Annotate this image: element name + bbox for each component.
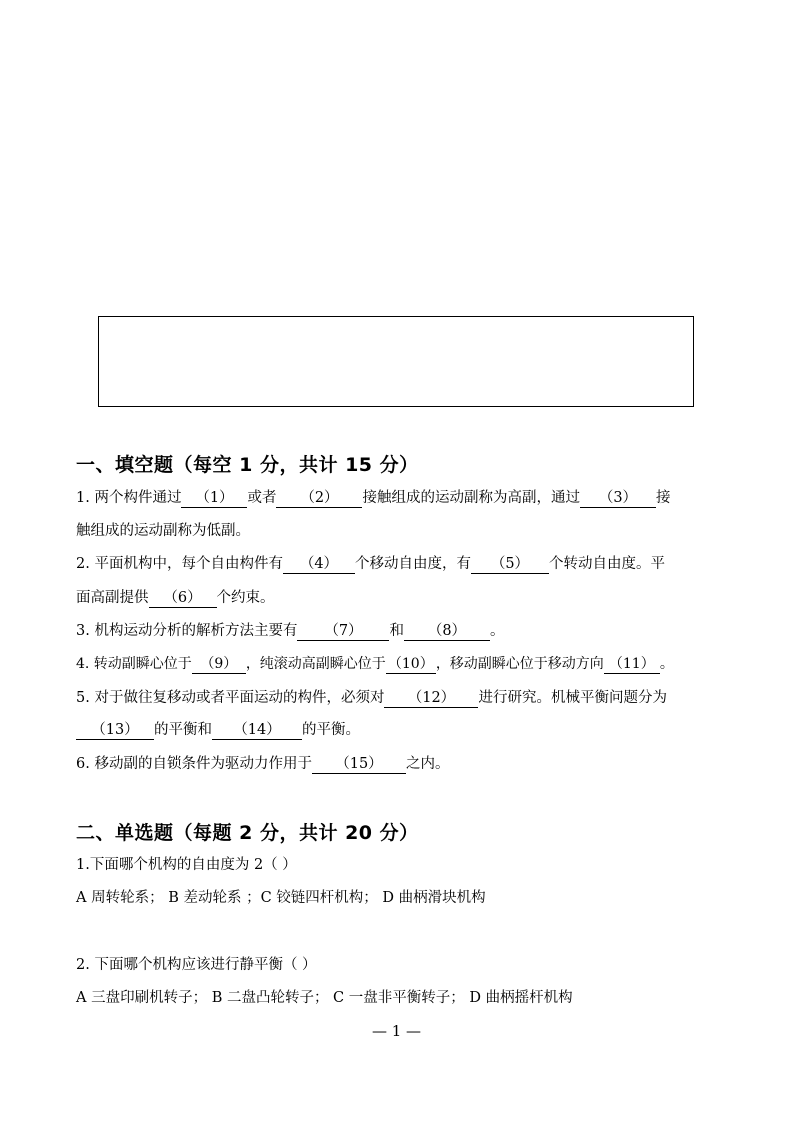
blank-12: （12） bbox=[384, 690, 478, 708]
blank-9: （9） bbox=[192, 656, 246, 674]
mc-question-2-stem: 2. 下面哪个机构应该进行静平衡（ ） bbox=[76, 957, 317, 973]
blank-10: （10） bbox=[386, 656, 436, 674]
blank-4: （4） bbox=[283, 556, 355, 574]
q5-text-4: 的平衡。 bbox=[302, 722, 360, 738]
q4-text-3: ，移动副瞬心位于移动方向 bbox=[435, 656, 604, 672]
q5-text-1: 5. 对于做往复移动或者平面运动的构件，必须对 bbox=[76, 690, 385, 706]
question-5-line-1 bbox=[76, 688, 667, 708]
section1-heading: 一、填空题（每空 1 分，共计 15 分） bbox=[76, 454, 419, 476]
question-2-line-1 bbox=[76, 554, 665, 574]
q3-text-3: 。 bbox=[489, 623, 505, 639]
blank-3: （3） bbox=[580, 490, 656, 508]
q2-text-1: 2. 平面机构中，每个自由构件有 bbox=[76, 556, 283, 572]
page-number: — 1 — bbox=[371, 1022, 422, 1040]
question-6 bbox=[76, 754, 449, 774]
q1-text-4: 接 bbox=[655, 490, 671, 506]
blank-2: （2） bbox=[276, 490, 362, 508]
blank-8: （8） bbox=[404, 623, 490, 641]
q5-text-3: 的平衡和 bbox=[154, 722, 212, 738]
q3-text-1: 3. 机构运动分析的解析方法主要有 bbox=[76, 623, 298, 639]
question-2-line-2 bbox=[76, 588, 275, 608]
mc-question-1-stem: 1.下面哪个机构的自由度为 2（ ） bbox=[76, 857, 297, 873]
blank-13: （13） bbox=[76, 722, 154, 740]
q2-text-3: 个转动自由度。平 bbox=[548, 556, 665, 572]
question-1-line-2: 触组成的运动副称为低副。 bbox=[76, 523, 250, 539]
mc-question-1-options: A 周转轮系； B 差动轮系 ；C 铰链四杆机构； D 曲柄滑块机构 bbox=[76, 890, 486, 906]
q6-text-1: 6. 移动副的自锁条件为驱动力作用于 bbox=[76, 756, 312, 772]
blank-7: （7） bbox=[297, 623, 389, 641]
q1-text-1: 1. 两个构件通过 bbox=[76, 490, 182, 506]
blank-15: （15） bbox=[312, 756, 406, 774]
answer-box bbox=[98, 316, 694, 407]
blank-5: （5） bbox=[471, 556, 549, 574]
q1-text-3: 接触组成的运动副称为高副，通过 bbox=[362, 490, 580, 506]
blank-11: （11） bbox=[604, 656, 660, 674]
blank-1: （1） bbox=[181, 490, 247, 508]
question-5-line-2 bbox=[76, 720, 360, 740]
q4-text-2: ，纯滚动高副瞬心位于 bbox=[245, 656, 386, 672]
question-3 bbox=[76, 621, 504, 641]
blank-6: （6） bbox=[149, 590, 217, 608]
q2-text-5: 个约束。 bbox=[216, 590, 275, 606]
q3-text-2: 和 bbox=[389, 623, 404, 639]
blank-14: （14） bbox=[212, 722, 302, 740]
q6-text-2: 之内。 bbox=[405, 756, 450, 772]
mc-question-2-options: A 三盘印刷机转子； B 二盘凸轮转子； C 一盘非平衡转子； D 曲柄摇杆机构 bbox=[76, 990, 573, 1006]
q4-text-1: 4. 转动副瞬心位于 bbox=[76, 656, 192, 672]
q1-text-2: 或者 bbox=[247, 490, 277, 506]
question-1-line-1 bbox=[76, 488, 670, 508]
q5-text-2: 进行研究。机械平衡问题分为 bbox=[478, 690, 667, 706]
q2-text-4: 面高副提供 bbox=[76, 590, 149, 606]
question-4 bbox=[76, 654, 674, 674]
q4-text-4: 。 bbox=[659, 656, 674, 672]
q2-text-2: 个移动自由度，有 bbox=[354, 556, 471, 572]
section2-heading: 二、单选题（每题 2 分，共计 20 分） bbox=[76, 822, 419, 844]
